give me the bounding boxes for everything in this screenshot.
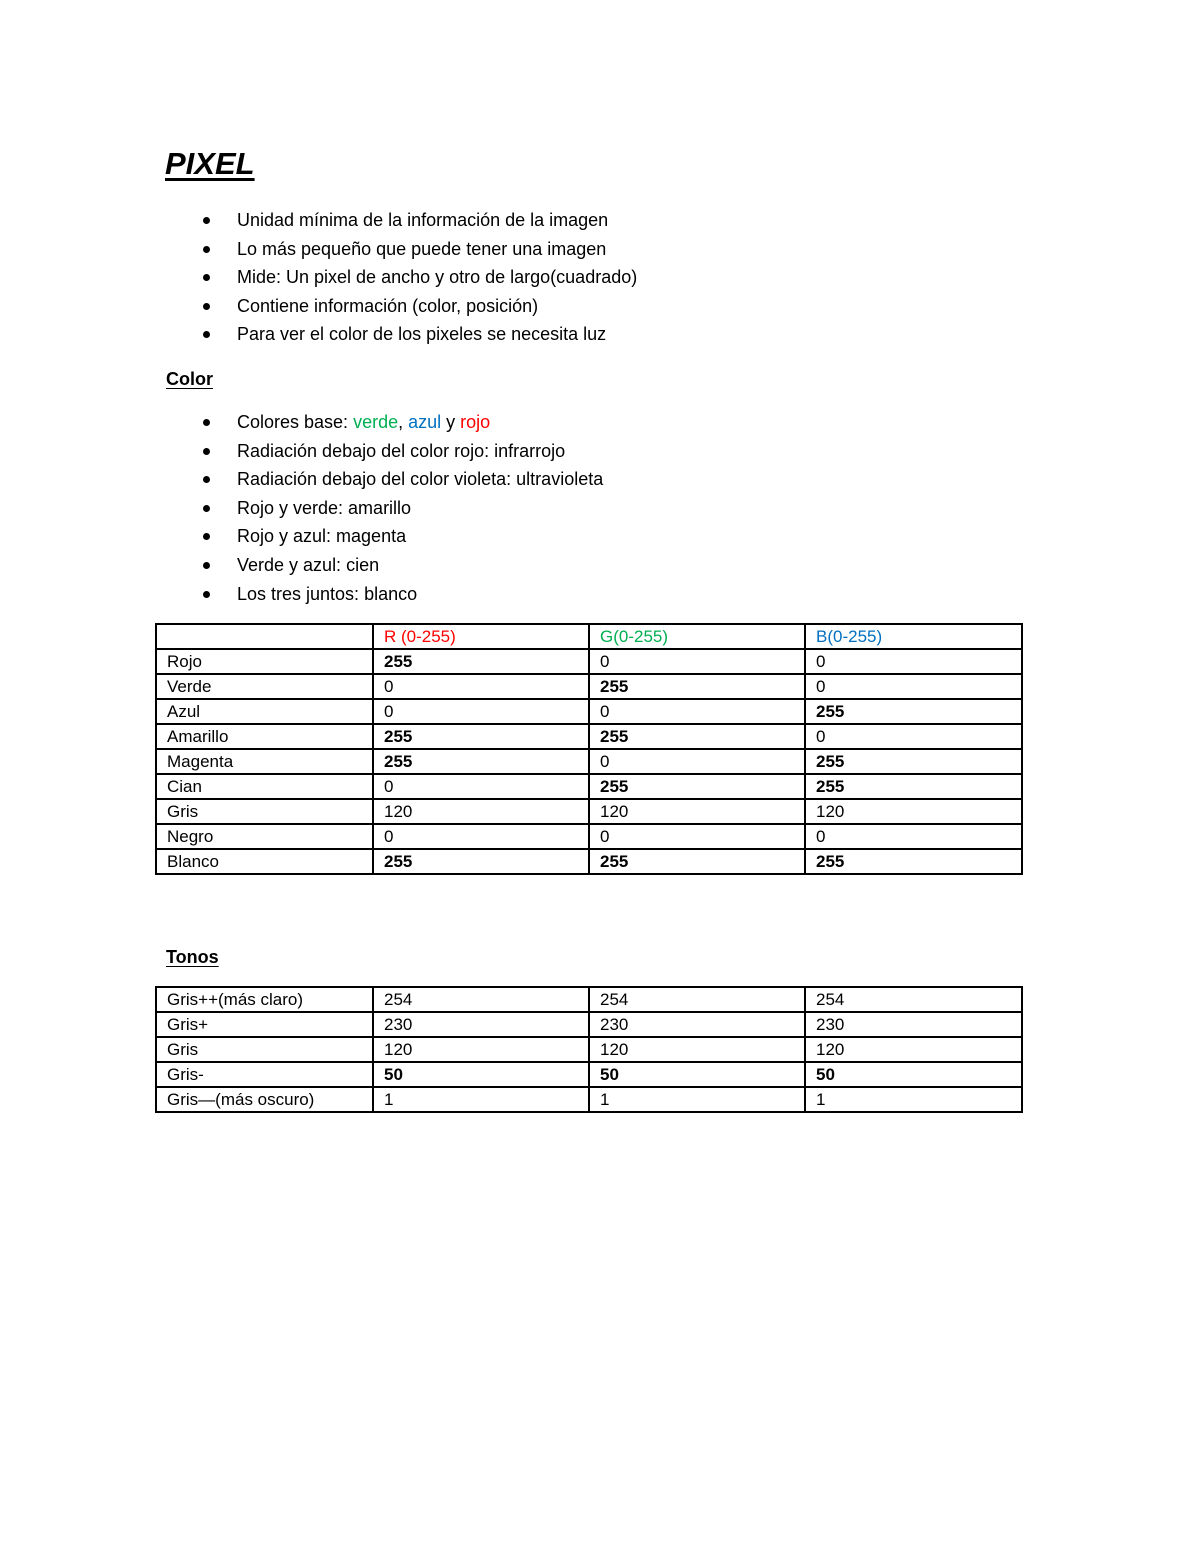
value-cell: 0 xyxy=(805,724,1022,749)
value-cell: 0 xyxy=(805,674,1022,699)
bullet-icon xyxy=(203,274,210,281)
value-cell: 255 xyxy=(373,849,589,874)
value-cell: 120 xyxy=(805,799,1022,824)
value-cell: 0 xyxy=(805,824,1022,849)
bullet-text: Rojo y azul: magenta xyxy=(237,526,407,547)
verde-word: verde xyxy=(353,412,399,432)
value-cell: 0 xyxy=(805,649,1022,674)
bullet-icon xyxy=(203,562,210,569)
row-label-cell: Blanco xyxy=(156,849,373,874)
table-row xyxy=(156,849,1022,874)
row-label-cell: Cian xyxy=(156,774,373,799)
value-cell: 0 xyxy=(589,824,805,849)
list-item xyxy=(200,551,603,580)
table-row xyxy=(156,699,1022,724)
value-cell: 50 xyxy=(805,1062,1022,1087)
bullet-icon xyxy=(203,448,210,455)
value-cell: 230 xyxy=(589,1012,805,1037)
azul-word: azul xyxy=(408,412,442,432)
value-cell: 0 xyxy=(589,699,805,724)
bullet-icon xyxy=(203,331,210,338)
list-item xyxy=(200,408,603,437)
value-cell: 255 xyxy=(589,724,805,749)
value-cell: 120 xyxy=(373,799,589,824)
header-cell-r: R (0-255) xyxy=(373,624,589,649)
bullet-icon xyxy=(203,246,210,253)
value-cell: 0 xyxy=(373,824,589,849)
value-cell: 255 xyxy=(805,849,1022,874)
value-cell: 255 xyxy=(589,674,805,699)
tonos-table xyxy=(155,986,1023,1113)
table-row xyxy=(156,987,1022,1012)
value-cell: 230 xyxy=(805,1012,1022,1037)
row-label-cell: Gris- xyxy=(156,1062,373,1087)
bullet-text: Para ver el color de los pixeles se necesita luz xyxy=(237,324,607,345)
value-cell: 50 xyxy=(589,1062,805,1087)
value-cell: 255 xyxy=(373,649,589,674)
color-heading: Color xyxy=(166,369,213,389)
value-cell: 0 xyxy=(589,649,805,674)
row-label-cell: Rojo xyxy=(156,649,373,674)
list-item xyxy=(200,206,637,235)
row-label-cell: Negro xyxy=(156,824,373,849)
value-cell: 254 xyxy=(805,987,1022,1012)
row-label-cell: Amarillo xyxy=(156,724,373,749)
table-row xyxy=(156,824,1022,849)
bullet-text: Lo más pequeño que puede tener una imagen xyxy=(237,238,607,259)
bullet-text: Los tres juntos: blanco xyxy=(237,583,418,604)
value-cell: 120 xyxy=(589,1037,805,1062)
value-cell: 1 xyxy=(805,1087,1022,1112)
row-label-cell: Gris xyxy=(156,1037,373,1062)
tonos-heading: Tonos xyxy=(166,947,219,967)
list-item xyxy=(200,494,603,523)
row-label-cell: Magenta xyxy=(156,749,373,774)
table-row xyxy=(156,674,1022,699)
table-row xyxy=(156,649,1022,674)
table-row xyxy=(156,724,1022,749)
table-row xyxy=(156,1037,1022,1062)
value-cell: 230 xyxy=(373,1012,589,1037)
value-cell: 255 xyxy=(373,749,589,774)
value-cell: 0 xyxy=(373,699,589,724)
row-label-cell: Gris xyxy=(156,799,373,824)
table-row xyxy=(156,1062,1022,1087)
bullet-text: Radiación debajo del color violeta: ultravioleta xyxy=(237,469,604,490)
value-cell: 254 xyxy=(589,987,805,1012)
bullet-text: Colores base: xyxy=(237,412,354,432)
table-row xyxy=(156,799,1022,824)
list-item xyxy=(200,320,637,349)
bullet-icon xyxy=(203,533,210,540)
table-row xyxy=(156,749,1022,774)
bullet-text: Unidad mínima de la información de la imagen xyxy=(237,210,609,230)
value-cell: 255 xyxy=(589,849,805,874)
value-cell: 255 xyxy=(373,724,589,749)
row-label-cell: Gris+ xyxy=(156,1012,373,1037)
header-cell-empty xyxy=(156,624,373,649)
bullet-text: Mide: Un pixel de ancho y otro de largo(cuadrado) xyxy=(237,267,638,288)
value-cell: 1 xyxy=(589,1087,805,1112)
value-cell: 0 xyxy=(589,749,805,774)
row-label-cell: Gris—(más oscuro) xyxy=(156,1087,373,1112)
bullet-icon xyxy=(203,591,210,598)
bullet-text: Contiene información (color, posición) xyxy=(237,295,539,316)
bullet-icon xyxy=(203,217,210,224)
table-row xyxy=(156,774,1022,799)
table-header-row xyxy=(156,624,1022,649)
table-row xyxy=(156,1012,1022,1037)
value-cell: 255 xyxy=(589,774,805,799)
pixel-bullet-list xyxy=(200,206,637,349)
bullet-text: Verde y azul: cien xyxy=(237,554,380,575)
header-cell-g: G(0-255) xyxy=(589,624,805,649)
value-cell: 255 xyxy=(805,749,1022,774)
bullet-text: Radiación debajo del color rojo: infrarrojo xyxy=(237,440,566,461)
value-cell: 1 xyxy=(373,1087,589,1112)
row-label-cell: Verde xyxy=(156,674,373,699)
list-item xyxy=(200,263,637,292)
value-cell: 120 xyxy=(589,799,805,824)
list-item xyxy=(200,235,637,264)
list-item xyxy=(200,292,637,321)
color-bullet-list xyxy=(200,408,603,608)
separator-text: , xyxy=(398,412,409,432)
bullet-text: Rojo y verde: amarillo xyxy=(237,497,412,518)
bullet-icon xyxy=(203,476,210,483)
bullet-icon xyxy=(203,419,210,426)
header-cell-b: B(0-255) xyxy=(805,624,1022,649)
value-cell: 120 xyxy=(805,1037,1022,1062)
list-item xyxy=(200,580,603,609)
value-cell: 255 xyxy=(805,774,1022,799)
separator-text: y xyxy=(441,412,461,432)
row-label-cell: Azul xyxy=(156,699,373,724)
bullet-icon xyxy=(203,505,210,512)
value-cell: 254 xyxy=(373,987,589,1012)
page-title: PIXEL xyxy=(165,146,255,181)
value-cell: 0 xyxy=(373,674,589,699)
value-cell: 120 xyxy=(373,1037,589,1062)
rgb-table xyxy=(155,623,1023,875)
bullet-icon xyxy=(203,303,210,310)
list-item xyxy=(200,465,603,494)
table-row xyxy=(156,1087,1022,1112)
row-label-cell: Gris++(más claro) xyxy=(156,987,373,1012)
list-item xyxy=(200,437,603,466)
value-cell: 255 xyxy=(805,699,1022,724)
value-cell: 0 xyxy=(373,774,589,799)
value-cell: 50 xyxy=(373,1062,589,1087)
rojo-word: rojo xyxy=(460,412,491,432)
list-item xyxy=(200,522,603,551)
